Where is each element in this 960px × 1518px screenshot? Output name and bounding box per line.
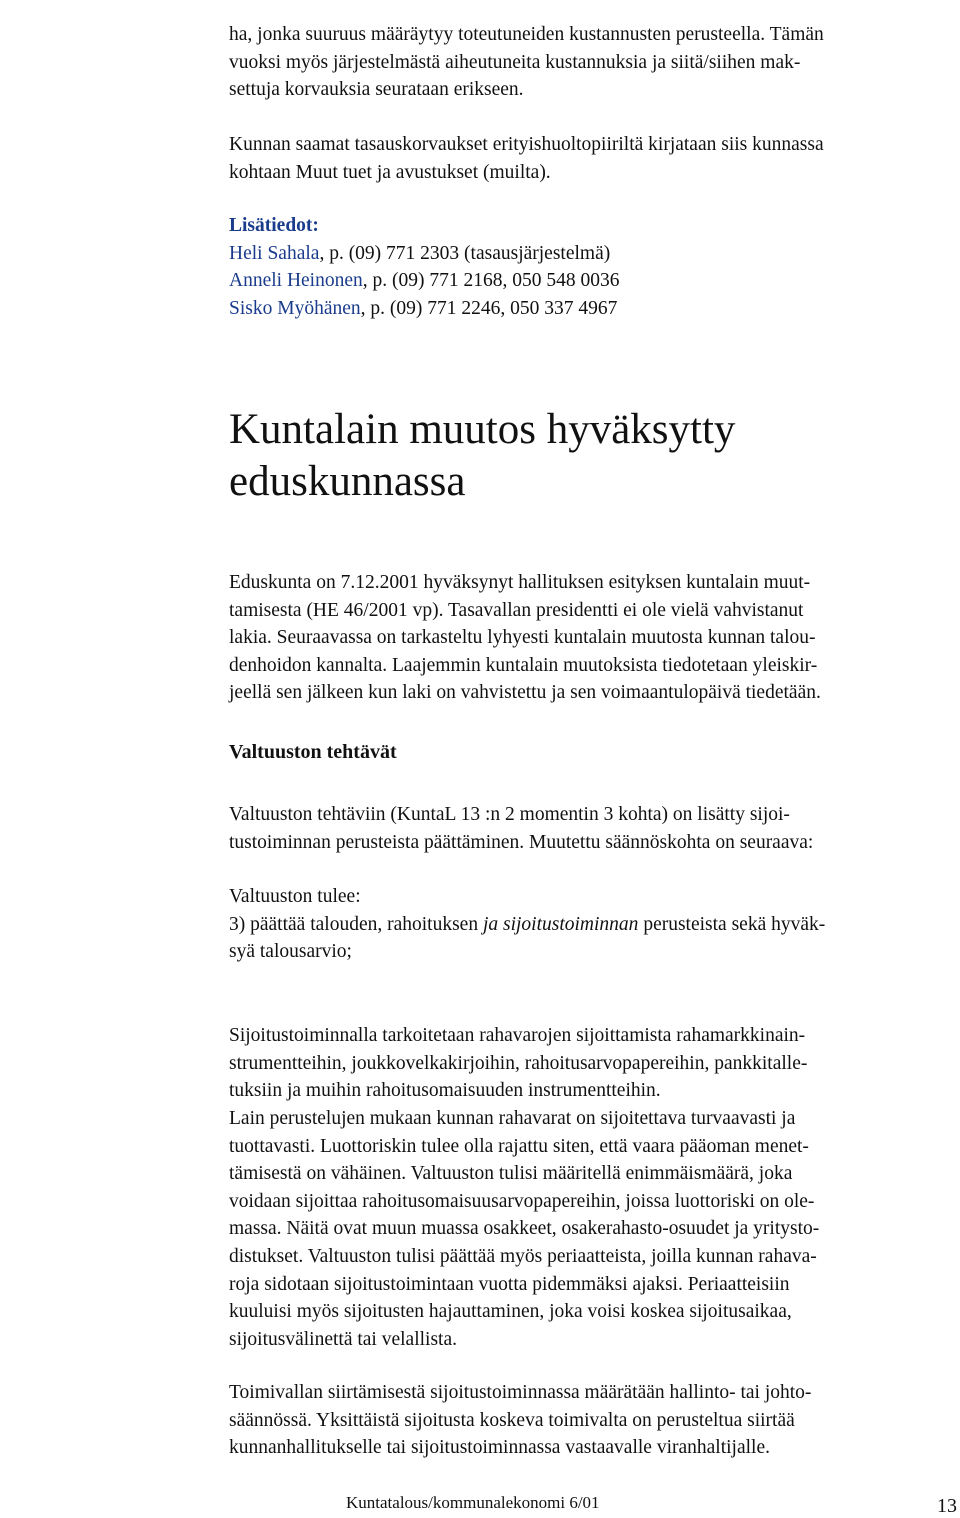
text-line: kohtaan Muut tuet ja avustukset (muilta). bbox=[229, 161, 551, 183]
text-line: distukset. Valtuuston tulisi päättää myös periaatteista, joilla kunnan rahava- bbox=[229, 1245, 817, 1267]
article-intro bbox=[229, 569, 959, 707]
text-line: kuuluisi myös sijoitusten hajauttaminen, joka voisi koskea sijoitusaikaa, bbox=[229, 1301, 792, 1323]
paragraph-lain bbox=[229, 1105, 959, 1353]
contact-name: Heli Sahala bbox=[229, 242, 320, 264]
contact-name: Anneli Heinonen bbox=[229, 270, 363, 292]
paragraph-sijoitus bbox=[229, 1022, 959, 1105]
text-line: Sijoitustoiminnalla tarkoitetaan rahavarojen sijoittamista rahamarkkinain- bbox=[229, 1025, 806, 1046]
top-paragraph bbox=[229, 21, 959, 104]
footer-publication: Kuntatalous/kommunalekonomi 6/01 bbox=[346, 1493, 600, 1512]
text-line: strumentteihin, joukkovelkakirjoihin, rahoitusarvopapereihin, pankkitalle- bbox=[229, 1052, 808, 1074]
text-line: voidaan sijoittaa rahoitusomaisuusarvopapereihin, joissa luottoriski on ole- bbox=[229, 1190, 815, 1212]
italic-text: ja sijoitustoiminnan bbox=[482, 913, 639, 935]
title-line: Kuntalain muutos hyväksytty bbox=[229, 406, 736, 453]
quoted-provision bbox=[229, 883, 959, 966]
text-line: Lain perustelujen mukaan kunnan rahavarat on sijoitettava turvaavasti ja bbox=[229, 1108, 796, 1129]
text-line: vuoksi myös järjestelmästä aiheutuneita kustannuksia ja siitä/siihen mak- bbox=[229, 51, 801, 73]
text-segment: perusteista sekä hyväk- bbox=[638, 913, 826, 935]
text-line: roja sidotaan sijoitustoimintaan vuotta pidemmäksi ajaksi. Periaatteisiin bbox=[229, 1273, 790, 1295]
text-line: Valtuuston tehtäviin (KuntaL 13 :n 2 momentin 3 kohta) on lisätty sijoi- bbox=[229, 804, 790, 825]
contact-label: Lisätiedot: bbox=[229, 215, 319, 236]
section-paragraph bbox=[229, 801, 959, 856]
contact-info bbox=[229, 212, 620, 322]
section-heading: Valtuuston tehtävät bbox=[229, 741, 397, 763]
paragraph-kunnan bbox=[229, 131, 959, 186]
text-line: Toimivallan siirtämisestä sijoitustoiminnassa määrätään hallinto- tai johto- bbox=[229, 1382, 812, 1403]
contact-details: , p. (09) 771 2246, 050 337 4967 bbox=[360, 297, 618, 319]
title-line: eduskunnassa bbox=[229, 458, 466, 505]
text-line: kunnanhallitukselle tai sijoitustoiminnassa vastaavalle viranhaltijalle. bbox=[229, 1437, 770, 1459]
text-line: ha, jonka suuruus määräytyy toteutuneiden kustannusten perusteella. Tämän bbox=[229, 24, 824, 45]
text-line: tustoiminnan perusteista päättäminen. Muutettu säännöskohta on seuraava: bbox=[229, 831, 814, 853]
text-line: Valtuuston tulee: bbox=[229, 886, 361, 907]
text-line bbox=[229, 911, 959, 939]
text-line: tuksiin ja muihin rahoitusomaisuuden instrumentteihin. bbox=[229, 1080, 661, 1102]
contact-entry bbox=[229, 295, 620, 323]
text-line: Eduskunta on 7.12.2001 hyväksynyt hallituksen esityksen kuntalain muut- bbox=[229, 572, 811, 593]
text-line: denhoidon kannalta. Laajemmin kuntalain muutoksista tiedotetaan yleiskir- bbox=[229, 654, 818, 676]
page-number: 13 bbox=[937, 1495, 957, 1517]
text-line: settuja korvauksia seurataan erikseen. bbox=[229, 79, 524, 101]
text-line: Kunnan saamat tasauskorvaukset erityishuoltopiiriltä kirjataan siis kunnassa bbox=[229, 134, 824, 155]
text-line: lakia. Seuraavassa on tarkasteltu lyhyesti kuntalain muutosta kunnan talou- bbox=[229, 627, 816, 649]
text-line: tämisestä on vähäinen. Valtuuston tulisi määritellä enimmäismäärä, joka bbox=[229, 1163, 793, 1185]
contact-entry bbox=[229, 240, 620, 268]
contact-entry bbox=[229, 267, 620, 295]
text-line: syä talousarvio; bbox=[229, 941, 352, 963]
paragraph-toimivallan bbox=[229, 1379, 959, 1462]
text-segment: 3) päättää talouden, rahoituksen bbox=[229, 913, 483, 935]
article-title bbox=[229, 404, 735, 508]
text-line: sijoitusvälinettä tai velallista. bbox=[229, 1328, 457, 1350]
text-line: jeellä sen jälkeen kun laki on vahvistettu ja sen voimaantulopäivä tiedetään. bbox=[229, 682, 821, 704]
contact-details: , p. (09) 771 2168, 050 548 0036 bbox=[362, 270, 620, 292]
text-line: massa. Näitä ovat muun muassa osakkeet, osakerahasto-osuudet ja yritysto- bbox=[229, 1218, 820, 1240]
text-line: tamisesta (HE 46/2001 vp). Tasavallan presidentti ei ole vielä vahvistanut bbox=[229, 599, 804, 621]
contact-name: Sisko Myöhänen bbox=[229, 297, 361, 319]
text-line: tuottavasti. Luottoriskin tulee olla rajattu siten, että vaara pääoman menet- bbox=[229, 1135, 809, 1157]
contact-details: , p. (09) 771 2303 (tasausjärjestelmä) bbox=[319, 242, 611, 264]
text-line: säännössä. Yksittäistä sijoitusta koskeva toimivalta on perusteltua siirtää bbox=[229, 1409, 795, 1431]
